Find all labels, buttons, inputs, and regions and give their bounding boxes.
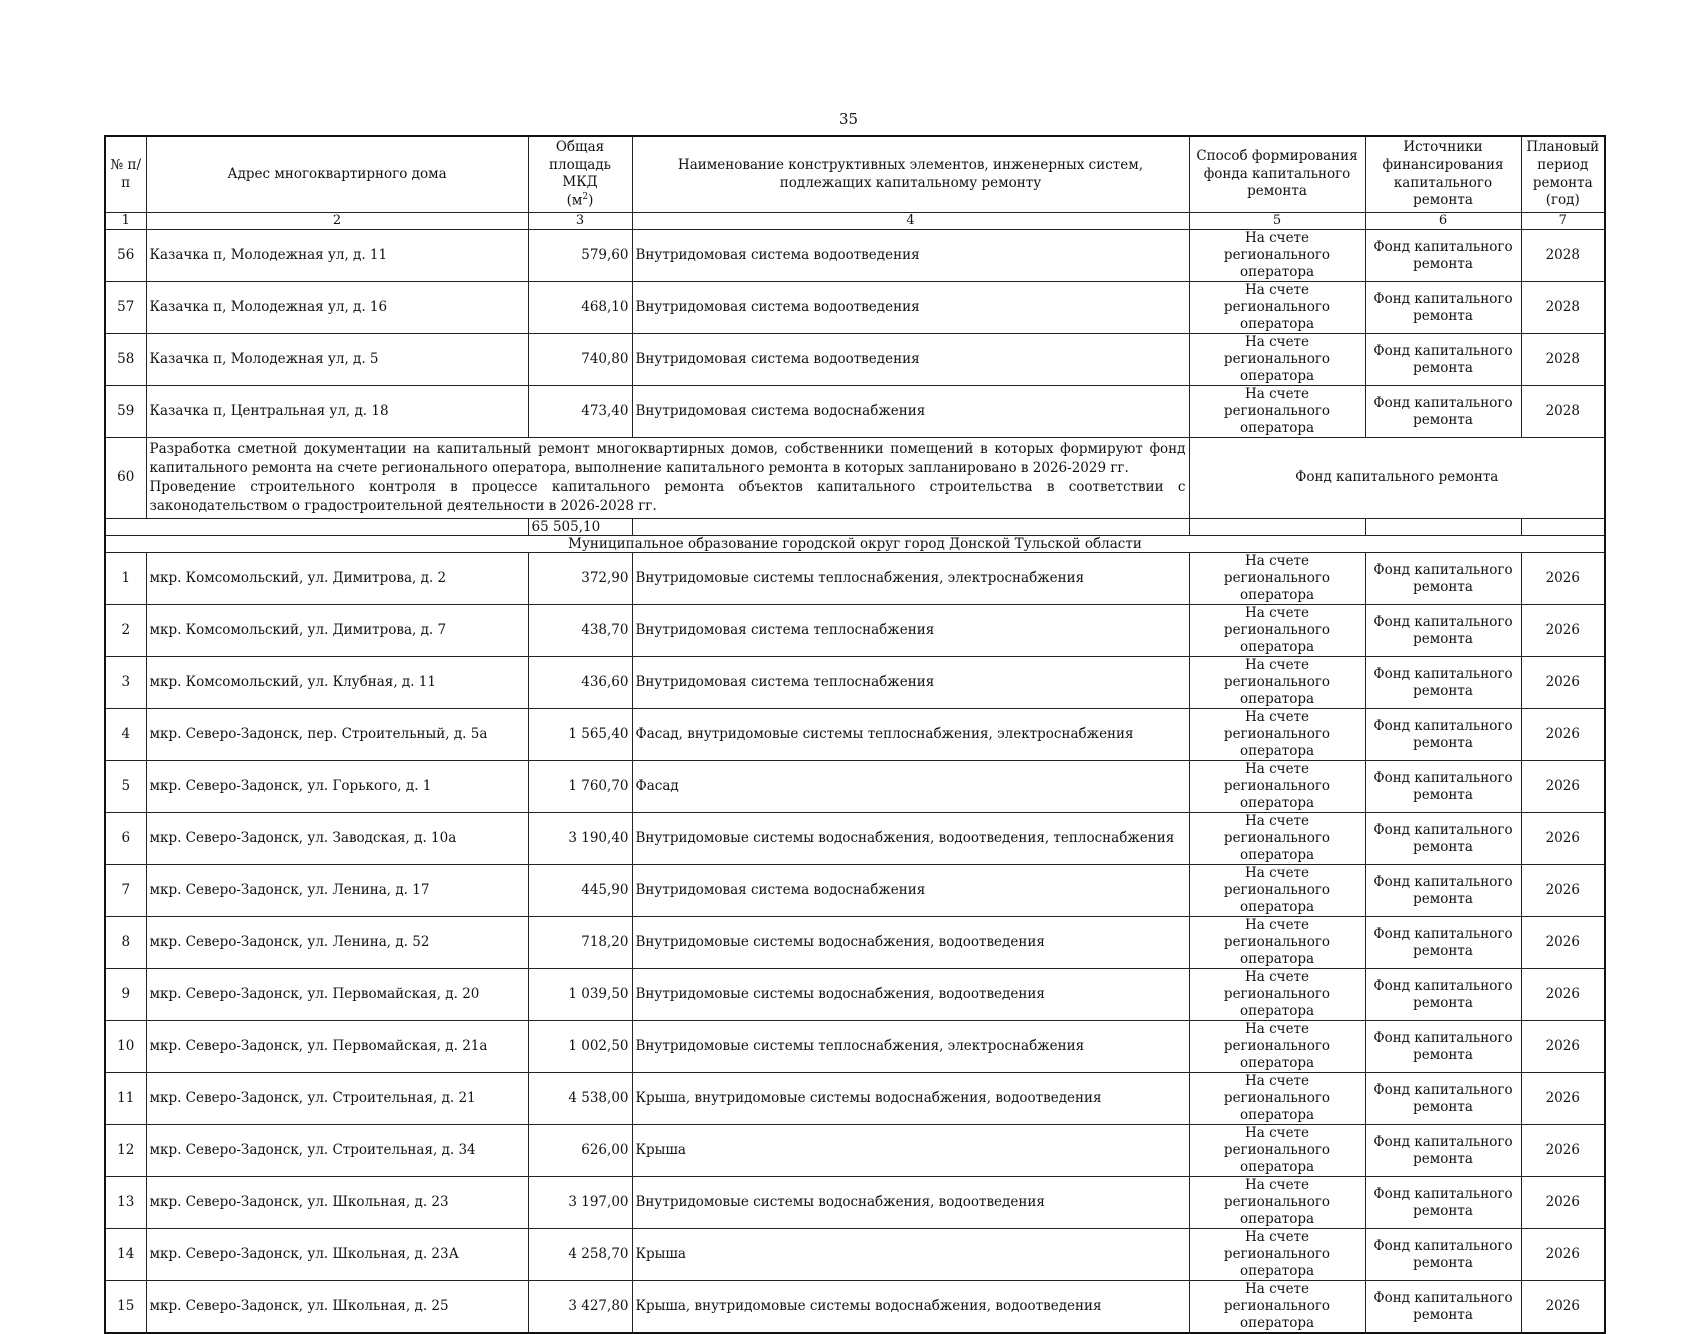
row-works: Внутридомовая система теплоснабжения	[632, 657, 1189, 709]
capital-repair-table	[104, 135, 1606, 1334]
row-source: Фонд капитального ремонта	[1365, 553, 1521, 605]
row-address: мкр. Северо-Задонск, пер. Строительный, д. 5а	[146, 709, 528, 761]
table-row	[105, 709, 1605, 761]
row-source: Фонд капитального ремонта	[1365, 230, 1521, 282]
row-number: 10	[105, 1021, 146, 1073]
row-address: Казачка п, Молодежная ул, д. 11	[146, 230, 528, 282]
row-address: Казачка п, Центральная ул, д. 18	[146, 386, 528, 438]
column-number: 6	[1365, 213, 1521, 230]
header-area-unit-end: )	[588, 192, 594, 209]
row-address: мкр. Северо-Задонск, ул. Школьная, д. 23	[146, 1177, 528, 1229]
row-year: 2026	[1521, 1281, 1605, 1334]
header-area-unit-base: (м	[566, 192, 583, 209]
row-address: мкр. Северо-Задонск, ул. Горького, д. 1	[146, 761, 528, 813]
row-address: мкр. Комсомольский, ул. Димитрова, д. 2	[146, 553, 528, 605]
table-body-previous-municipality	[105, 230, 1605, 438]
header-number: № п/п	[105, 136, 146, 213]
row-year: 2026	[1521, 709, 1605, 761]
row-works: Внутридомовая система водоснабжения	[632, 865, 1189, 917]
row-works: Внутридомовая система водоотведения	[632, 334, 1189, 386]
section-title: Муниципальное образование городской округ город Донской Тульской области	[105, 536, 1605, 553]
row-area: 372,90	[528, 553, 632, 605]
row-60	[105, 438, 1605, 519]
table-row	[105, 1229, 1605, 1281]
row-year: 2028	[1521, 282, 1605, 334]
row-area: 1 039,50	[528, 969, 632, 1021]
table-row	[105, 969, 1605, 1021]
row-60-description	[146, 438, 1189, 519]
column-number: 1	[105, 213, 146, 230]
row-works: Внутридомовые системы теплоснабжения, электроснабжения	[632, 553, 1189, 605]
row-year: 2026	[1521, 865, 1605, 917]
header-method: Способ формирования фонда капитального ремонта	[1189, 136, 1365, 213]
row-method: На счете регионального оператора	[1189, 865, 1365, 917]
row-works: Крыша	[632, 1229, 1189, 1281]
row-source: Фонд капитального ремонта	[1365, 917, 1521, 969]
row-area: 3 197,00	[528, 1177, 632, 1229]
row-works: Фасад, внутридомовые системы теплоснабжения, электроснабжения	[632, 709, 1189, 761]
row-address: мкр. Комсомольский, ул. Димитрова, д. 7	[146, 605, 528, 657]
column-number: 5	[1189, 213, 1365, 230]
header-year: Плановый период ремонта (год)	[1521, 136, 1605, 213]
table-row	[105, 917, 1605, 969]
row-method: На счете регионального оператора	[1189, 230, 1365, 282]
row-year: 2026	[1521, 1177, 1605, 1229]
row-number: 15	[105, 1281, 146, 1334]
row-year: 2026	[1521, 657, 1605, 709]
row-number: 56	[105, 230, 146, 282]
row-area: 1 760,70	[528, 761, 632, 813]
row-source: Фонд капитального ремонта	[1365, 334, 1521, 386]
row-area: 740,80	[528, 334, 632, 386]
row-address: мкр. Северо-Задонск, ул. Первомайская, д. 20	[146, 969, 528, 1021]
row-source: Фонд капитального ремонта	[1365, 1281, 1521, 1334]
row-number: 13	[105, 1177, 146, 1229]
row-source: Фонд капитального ремонта	[1365, 969, 1521, 1021]
column-number: 3	[528, 213, 632, 230]
total-empty-cell	[1189, 519, 1365, 536]
row-source: Фонд капитального ремонта	[1365, 761, 1521, 813]
row-works: Фасад	[632, 761, 1189, 813]
row-works: Крыша, внутридомовые системы водоснабжения, водоотведения	[632, 1073, 1189, 1125]
row-method: На счете регионального оператора	[1189, 813, 1365, 865]
row-works: Внутридомовая система теплоснабжения	[632, 605, 1189, 657]
table-body-summary	[105, 438, 1605, 553]
row-number: 7	[105, 865, 146, 917]
table-row	[105, 657, 1605, 709]
row-number: 9	[105, 969, 146, 1021]
row-year: 2026	[1521, 813, 1605, 865]
header-works: Наименование конструктивных элементов, инженерных систем, подлежащих капитальному ремонту	[632, 136, 1189, 213]
row-method: На счете регионального оператора	[1189, 1281, 1365, 1334]
row-area: 438,70	[528, 605, 632, 657]
row-source: Фонд капитального ремонта	[1365, 657, 1521, 709]
total-empty-cell	[1521, 519, 1605, 536]
row-area: 626,00	[528, 1125, 632, 1177]
row-source: Фонд капитального ремонта	[1365, 709, 1521, 761]
row-address: мкр. Комсомольский, ул. Клубная, д. 11	[146, 657, 528, 709]
row-works: Крыша, внутридомовые системы водоснабжения, водоотведения	[632, 1281, 1189, 1334]
table-row	[105, 553, 1605, 605]
table-row	[105, 386, 1605, 438]
column-number: 4	[632, 213, 1189, 230]
row-source: Фонд капитального ремонта	[1365, 1177, 1521, 1229]
row-address: мкр. Северо-Задонск, ул. Ленина, д. 52	[146, 917, 528, 969]
row-works: Внутридомовая система водоотведения	[632, 230, 1189, 282]
row-number: 58	[105, 334, 146, 386]
row-works: Внутридомовые системы водоснабжения, водоотведения, теплоснабжения	[632, 813, 1189, 865]
table-row	[105, 334, 1605, 386]
row-method: На счете регионального оператора	[1189, 386, 1365, 438]
row-address: мкр. Северо-Задонск, ул. Школьная, д. 23А	[146, 1229, 528, 1281]
row-area: 579,60	[528, 230, 632, 282]
table-row	[105, 1177, 1605, 1229]
row-number: 59	[105, 386, 146, 438]
row-number: 12	[105, 1125, 146, 1177]
row-method: На счете регионального оператора	[1189, 605, 1365, 657]
total-label-cell	[105, 519, 528, 536]
row-year: 2026	[1521, 1229, 1605, 1281]
row-source: Фонд капитального ремонта	[1365, 1021, 1521, 1073]
row-year: 2028	[1521, 230, 1605, 282]
row-works: Внутридомовая система водоснабжения	[632, 386, 1189, 438]
row-year: 2026	[1521, 1073, 1605, 1125]
row-year: 2026	[1521, 553, 1605, 605]
total-empty-cell	[632, 519, 1189, 536]
row-area: 468,10	[528, 282, 632, 334]
row-number: 14	[105, 1229, 146, 1281]
row-year: 2026	[1521, 969, 1605, 1021]
row-area: 445,90	[528, 865, 632, 917]
row-number: 1	[105, 553, 146, 605]
row-60-text-2: Проведение строительного контроля в процессе капитального ремонта объектов капитального строительства в соответствии с законодательством о градостроительной деятельности в 2026-2028 гг.	[149, 479, 1186, 514]
row-number: 57	[105, 282, 146, 334]
row-60-text-1: Разработка сметной документации на капитальный ремонт многоквартирных домов, собственники помещений в которых формируют фонд капитального ремонта на счете регионального оператора, выполнение капитального ремонта в которых запланировано в 2026-2029 гг.	[149, 441, 1186, 476]
header-address: Адрес многоквартирного дома	[146, 136, 528, 213]
header-area-unit-sup: 2	[582, 191, 589, 202]
row-area: 436,60	[528, 657, 632, 709]
row-method: На счете регионального оператора	[1189, 1229, 1365, 1281]
row-year: 2026	[1521, 605, 1605, 657]
table-row	[105, 865, 1605, 917]
row-60-number: 60	[105, 438, 146, 519]
total-area: 65 505,10	[528, 519, 632, 536]
row-number: 5	[105, 761, 146, 813]
row-year: 2026	[1521, 761, 1605, 813]
row-area: 473,40	[528, 386, 632, 438]
row-method: На счете регионального оператора	[1189, 1125, 1365, 1177]
header-area	[528, 136, 632, 213]
section-header-row	[105, 536, 1605, 553]
total-row	[105, 519, 1605, 536]
header-area-label: Общая площадь МКД	[549, 139, 611, 191]
row-year: 2026	[1521, 1125, 1605, 1177]
row-method: На счете регионального оператора	[1189, 761, 1365, 813]
row-area: 4 258,70	[528, 1229, 632, 1281]
row-method: На счете регионального оператора	[1189, 334, 1365, 386]
row-method: На счете регионального оператора	[1189, 917, 1365, 969]
row-number: 4	[105, 709, 146, 761]
row-source: Фонд капитального ремонта	[1365, 282, 1521, 334]
row-area: 4 538,00	[528, 1073, 632, 1125]
row-works: Внутридомовая система водоотведения	[632, 282, 1189, 334]
table-row	[105, 1125, 1605, 1177]
row-method: На счете регионального оператора	[1189, 1073, 1365, 1125]
column-number: 2	[146, 213, 528, 230]
row-source: Фонд капитального ремонта	[1365, 865, 1521, 917]
header-source: Источники финансирования капитального ремонта	[1365, 136, 1521, 213]
row-address: мкр. Северо-Задонск, ул. Строительная, д. 34	[146, 1125, 528, 1177]
row-address: мкр. Северо-Задонск, ул. Строительная, д. 21	[146, 1073, 528, 1125]
row-60-source: Фонд капитального ремонта	[1189, 438, 1605, 519]
row-year: 2026	[1521, 917, 1605, 969]
table-row	[105, 1021, 1605, 1073]
row-works: Внутридомовые системы водоснабжения, водоотведения	[632, 917, 1189, 969]
table-row	[105, 282, 1605, 334]
row-address: мкр. Северо-Задонск, ул. Школьная, д. 25	[146, 1281, 528, 1334]
row-address: мкр. Северо-Задонск, ул. Ленина, д. 17	[146, 865, 528, 917]
row-area: 718,20	[528, 917, 632, 969]
row-source: Фонд капитального ремонта	[1365, 386, 1521, 438]
row-works: Внутридомовые системы водоснабжения, водоотведения	[632, 969, 1189, 1021]
table-row	[105, 813, 1605, 865]
row-number: 8	[105, 917, 146, 969]
row-number: 3	[105, 657, 146, 709]
row-method: На счете регионального оператора	[1189, 1177, 1365, 1229]
table-row	[105, 605, 1605, 657]
row-area: 3 190,40	[528, 813, 632, 865]
row-method: На счете регионального оператора	[1189, 657, 1365, 709]
row-number: 2	[105, 605, 146, 657]
table-row	[105, 761, 1605, 813]
row-address: мкр. Северо-Задонск, ул. Первомайская, д. 21а	[146, 1021, 528, 1073]
row-works: Крыша	[632, 1125, 1189, 1177]
header-row	[105, 136, 1605, 213]
row-works: Внутридомовые системы водоснабжения, водоотведения	[632, 1177, 1189, 1229]
row-year: 2026	[1521, 1021, 1605, 1073]
column-number: 7	[1521, 213, 1605, 230]
page-number: 35	[838, 110, 859, 128]
row-source: Фонд капитального ремонта	[1365, 1229, 1521, 1281]
row-number: 6	[105, 813, 146, 865]
table-row	[105, 1073, 1605, 1125]
row-year: 2028	[1521, 386, 1605, 438]
row-address: Казачка п, Молодежная ул, д. 5	[146, 334, 528, 386]
row-address: Казачка п, Молодежная ул, д. 16	[146, 282, 528, 334]
row-source: Фонд капитального ремонта	[1365, 605, 1521, 657]
table-body-donskoy	[105, 553, 1605, 1334]
row-address: мкр. Северо-Задонск, ул. Заводская, д. 10а	[146, 813, 528, 865]
row-area: 3 427,80	[528, 1281, 632, 1334]
row-method: На счете регионального оператора	[1189, 1021, 1365, 1073]
row-area: 1 565,40	[528, 709, 632, 761]
row-source: Фонд капитального ремонта	[1365, 813, 1521, 865]
total-empty-cell	[1365, 519, 1521, 536]
row-works: Внутридомовые системы теплоснабжения, электроснабжения	[632, 1021, 1189, 1073]
column-number-row	[105, 213, 1605, 230]
row-method: На счете регионального оператора	[1189, 553, 1365, 605]
table-row	[105, 1281, 1605, 1334]
row-area: 1 002,50	[528, 1021, 632, 1073]
row-source: Фонд капитального ремонта	[1365, 1073, 1521, 1125]
row-number: 11	[105, 1073, 146, 1125]
row-year: 2028	[1521, 334, 1605, 386]
row-method: На счете регионального оператора	[1189, 969, 1365, 1021]
row-source: Фонд капитального ремонта	[1365, 1125, 1521, 1177]
row-method: На счете регионального оператора	[1189, 709, 1365, 761]
row-method: На счете регионального оператора	[1189, 282, 1365, 334]
table-row	[105, 230, 1605, 282]
